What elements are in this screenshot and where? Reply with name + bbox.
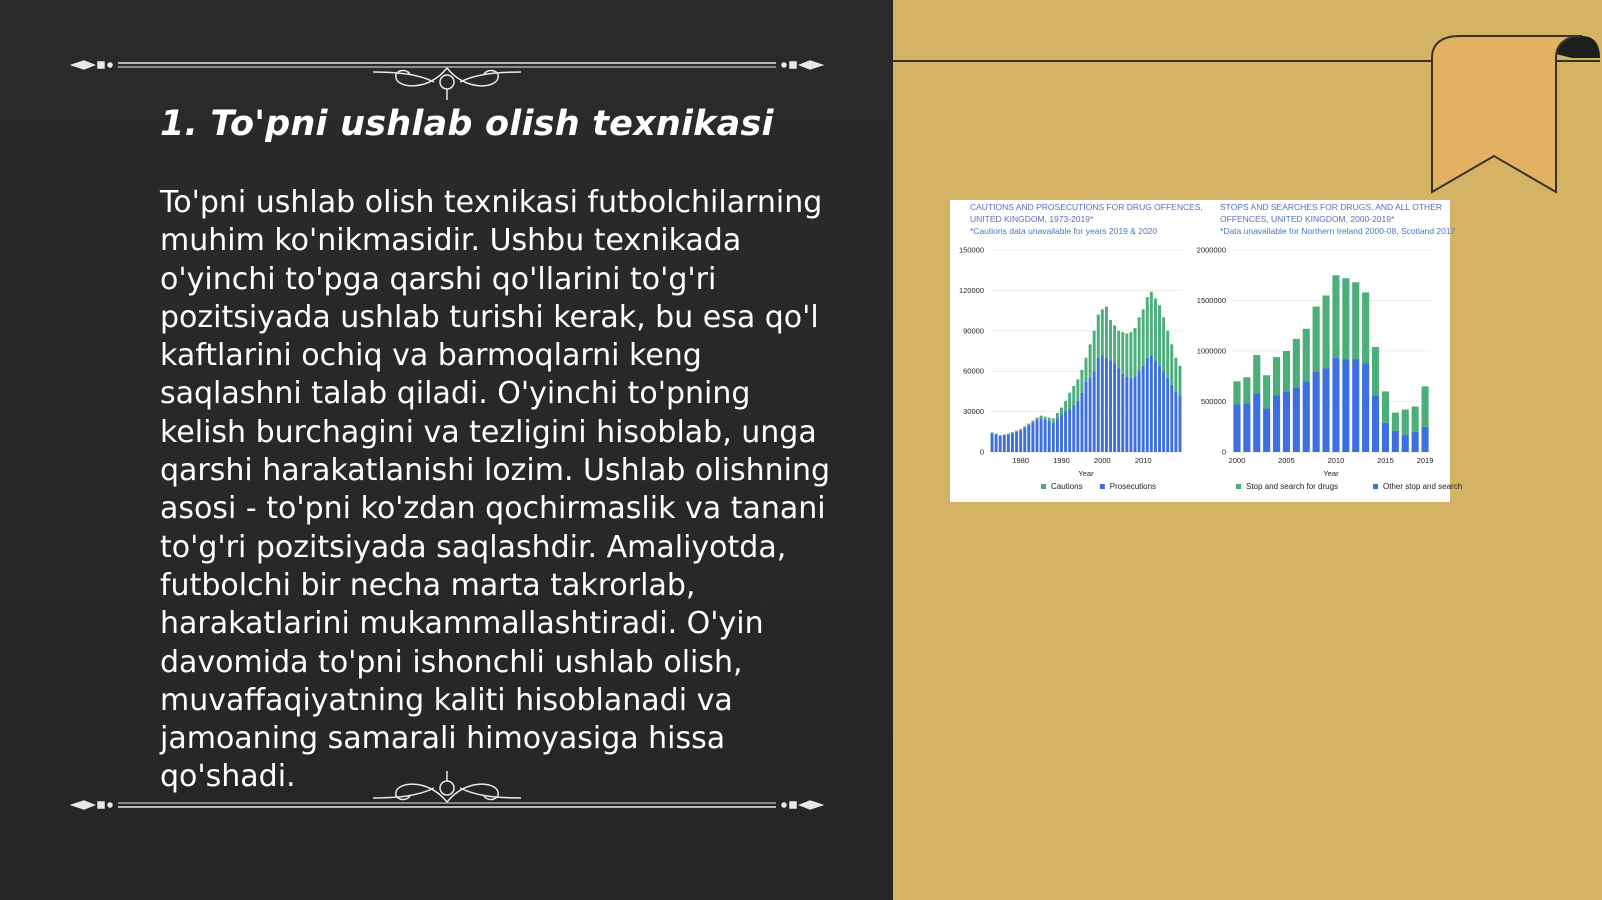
bar-cautions (1036, 418, 1039, 420)
bar-prosecutions (1019, 430, 1022, 452)
bar-prosecutions (1007, 434, 1010, 452)
bar-cautions (1101, 309, 1104, 355)
x-tick-label: 2010 (1327, 456, 1345, 465)
bar-prosecutions (1068, 409, 1071, 452)
bar-cautions (1080, 370, 1083, 393)
bar-cautions (1178, 366, 1181, 396)
bar-other-stop-and-search (1253, 393, 1260, 452)
bar-other-stop-and-search (1233, 405, 1240, 452)
chart-1-subtitle: *Cautions data unavailable for years 2019 & 2020 (970, 226, 1158, 236)
bar-stop-and-search-for-drugs (1392, 413, 1399, 431)
bar-stop-and-search-for-drugs (1421, 386, 1428, 426)
legend-label: Stop and search for drugs (1246, 482, 1339, 491)
bar-prosecutions (1174, 391, 1177, 452)
bar-prosecutions (1044, 420, 1047, 452)
bar-prosecutions (1023, 428, 1026, 452)
bar-cautions (1142, 309, 1145, 366)
bar-cautions (1089, 344, 1092, 378)
bar-stop-and-search-for-drugs (1372, 347, 1379, 395)
bar-other-stop-and-search (1352, 359, 1359, 452)
bar-other-stop-and-search (1362, 363, 1369, 452)
bar-prosecutions (1142, 366, 1145, 452)
bar-cautions (1134, 328, 1137, 376)
bar-cautions (991, 432, 994, 433)
bar-stop-and-search-for-drugs (1313, 307, 1320, 372)
x-tick-label: 1990 (1053, 456, 1070, 465)
bottom-ornament-divider (68, 768, 826, 828)
bar-prosecutions (1003, 435, 1006, 452)
bar-cautions (1015, 431, 1018, 432)
bar-cautions (1052, 418, 1055, 422)
bar-cautions (1170, 344, 1173, 384)
bar-other-stop-and-search (1382, 423, 1389, 452)
bar-prosecutions (995, 434, 998, 452)
bar-cautions (1044, 417, 1047, 420)
bar-prosecutions (1031, 422, 1034, 452)
bar-cautions (1023, 426, 1026, 427)
bar-other-stop-and-search (1402, 435, 1409, 452)
bar-cautions (1003, 434, 1006, 435)
bar-prosecutions (1162, 371, 1165, 452)
bar-cautions (1019, 429, 1022, 430)
bar-prosecutions (1170, 385, 1173, 452)
bar-other-stop-and-search (1412, 432, 1419, 452)
bar-prosecutions (1146, 358, 1149, 452)
bar-stop-and-search-for-drugs (1293, 339, 1300, 387)
bar-cautions (1166, 331, 1169, 378)
bar-cautions (1048, 418, 1051, 421)
bar-prosecutions (1113, 363, 1116, 452)
legend-swatch (1373, 484, 1378, 489)
bar-prosecutions (1158, 366, 1161, 452)
bar-cautions (1068, 393, 1071, 409)
bar-prosecutions (1150, 355, 1153, 452)
bar-prosecutions (1036, 420, 1039, 452)
bar-other-stop-and-search (1332, 358, 1339, 452)
bar-other-stop-and-search (1243, 404, 1250, 452)
x-tick-label: 2015 (1377, 456, 1394, 465)
y-tick-label: 2000000 (1196, 245, 1226, 255)
x-axis-label: Year (1323, 469, 1339, 478)
chart-cautions-prosecutions (959, 202, 1203, 491)
bar-prosecutions (1080, 393, 1083, 452)
chart-1-title: CAUTIONS AND PROSECUTIONS FOR DRUG OFFENCES, UNITED KINGDOM, 1973-2019* (970, 202, 1203, 224)
chart-2-title: STOPS AND SEARCHES FOR DRUGS, AND ALL OTHER OFFENCES, UNITED KINGDOM, 2000-2019* (1220, 202, 1442, 224)
bar-cautions (1109, 320, 1112, 360)
x-axis-label: Year (1078, 469, 1094, 478)
bar-prosecutions (991, 433, 994, 452)
bar-prosecutions (1040, 418, 1043, 452)
bar-prosecutions (1097, 358, 1100, 452)
bar-stop-and-search-for-drugs (1253, 355, 1260, 393)
bar-cautions (1060, 408, 1063, 415)
bar-cautions (1056, 413, 1059, 418)
bookmark-ribbon (1432, 34, 1602, 199)
bar-prosecutions (1072, 405, 1075, 452)
y-tick-label: 150000 (958, 245, 984, 255)
bar-prosecutions (1101, 355, 1104, 452)
bar-prosecutions (1117, 369, 1120, 452)
bar-cautions (1117, 331, 1120, 369)
bar-stop-and-search-for-drugs (1283, 351, 1290, 391)
bar-cautions (1027, 424, 1030, 425)
bar-prosecutions (999, 436, 1002, 452)
x-tick-label: 2019 (1416, 456, 1434, 465)
bar-prosecutions (1056, 418, 1059, 452)
y-tick-label: 500000 (1200, 397, 1226, 406)
top-ornament-divider (68, 44, 826, 104)
bar-cautions (1072, 386, 1075, 405)
legend-swatch (1041, 484, 1046, 489)
bar-cautions (1040, 416, 1043, 419)
bar-cautions (1093, 331, 1096, 371)
bar-cautions (1113, 325, 1116, 363)
y-tick-label: 60000 (963, 366, 984, 376)
bar-stop-and-search-for-drugs (1382, 391, 1389, 422)
bar-stop-and-search-for-drugs (1352, 282, 1359, 359)
chart-2-subtitle: *Data unavailable for Northern Ireland 2000-08, Scotland 2017 (1220, 226, 1456, 236)
bar-cautions (1162, 317, 1165, 371)
y-tick-label: 120000 (958, 285, 984, 295)
x-tick-label: 2005 (1278, 456, 1295, 465)
y-tick-label: 1500000 (1196, 296, 1226, 305)
bar-prosecutions (1178, 395, 1181, 452)
slide-body-text: To'pni ushlab olish texnikasi futbolchilarning muhim ko'nikmasidir. Ushbu texnikada o'yinchi to'pga qarshi qo'llarini to'g'ri pozitsiyada ushlab turishi kerak, bu esa qo'l kaftlarini ochiq va barmoqlarni keng saqlashni talab qiladi. O'yinchi to'pning kelish burchagini va tezligini hisoblab, unga qarshi harakatlanishi lozim. Ushlab olishning asosi - to'pni ko'zdan qochirmaslik va tanani to'g'ri pozitsiyada saqlashdir. Amaliyotda, futbolchi bir necha marta takrorlab, harakatlarini mukammallashtiradi. O'yin davomida to'pni ishonchli ushlab olish, muvaffaqiyatning kaliti hisoblanadi va jamoaning samarali himoyasiga hissa qo'shadi. (160, 185, 831, 795)
bar-other-stop-and-search (1273, 395, 1280, 452)
x-tick-label: 2010 (1134, 456, 1152, 465)
bar-cautions (1146, 297, 1149, 358)
bar-cautions (1064, 401, 1067, 412)
bar-cautions (999, 435, 1002, 436)
bar-stop-and-search-for-drugs (1342, 278, 1349, 359)
bar-prosecutions (1015, 432, 1018, 452)
bar-prosecutions (1134, 377, 1137, 452)
legend-swatch (1236, 484, 1241, 489)
x-tick-label: 2000 (1093, 456, 1111, 465)
bar-other-stop-and-search (1342, 359, 1349, 452)
y-tick-label: 90000 (963, 326, 984, 336)
x-tick-label: 2000 (1228, 456, 1246, 465)
legend-label: Cautions (1051, 482, 1083, 491)
bar-prosecutions (1085, 382, 1088, 452)
bar-prosecutions (1076, 401, 1079, 452)
bar-prosecutions (1093, 371, 1096, 452)
chart-stops-searches (1197, 202, 1462, 491)
bar-stop-and-search-for-drugs (1233, 381, 1240, 404)
bar-prosecutions (1129, 378, 1132, 452)
bar-cautions (1121, 332, 1124, 374)
legend-swatch (1100, 484, 1105, 489)
bar-stop-and-search-for-drugs (1273, 357, 1280, 395)
bar-cautions (1174, 358, 1177, 392)
y-tick-label: 1000000 (1196, 346, 1226, 356)
bar-prosecutions (1154, 360, 1157, 452)
bar-stop-and-search-for-drugs (1402, 410, 1409, 435)
bar-cautions (1011, 432, 1014, 433)
bar-prosecutions (1109, 360, 1112, 452)
bar-cautions (1076, 379, 1079, 401)
legend-label: Other stop and search (1383, 482, 1463, 491)
bar-cautions (1007, 434, 1010, 435)
bar-cautions (1125, 333, 1128, 376)
bar-prosecutions (1138, 371, 1141, 452)
bar-cautions (1105, 307, 1108, 358)
bar-stop-and-search-for-drugs (1243, 377, 1250, 403)
bar-cautions (1154, 298, 1157, 360)
y-tick-label: 0 (979, 447, 984, 457)
bar-cautions (995, 434, 998, 435)
bar-stop-and-search-for-drugs (1303, 329, 1310, 382)
bar-prosecutions (1027, 425, 1030, 452)
x-tick-label: 1980 (1012, 456, 1029, 465)
y-tick-label: 0 (1221, 447, 1226, 457)
bar-stop-and-search-for-drugs (1332, 275, 1339, 358)
y-tick-label: 30000 (963, 407, 984, 417)
bar-prosecutions (1125, 377, 1128, 452)
bar-cautions (1129, 332, 1132, 378)
bar-prosecutions (1052, 422, 1055, 452)
bar-other-stop-and-search (1283, 391, 1290, 452)
bar-other-stop-and-search (1372, 395, 1379, 452)
bar-prosecutions (1105, 358, 1108, 452)
bar-cautions (1150, 292, 1153, 355)
bar-prosecutions (1060, 414, 1063, 452)
bar-prosecutions (1089, 378, 1092, 452)
bar-other-stop-and-search (1263, 409, 1270, 452)
bar-prosecutions (1048, 421, 1051, 452)
bar-cautions (1097, 315, 1100, 358)
bar-cautions (1158, 305, 1161, 366)
bar-stop-and-search-for-drugs (1322, 295, 1329, 368)
bar-stop-and-search-for-drugs (1263, 375, 1270, 408)
charts-image (950, 200, 1463, 502)
bar-prosecutions (1121, 374, 1124, 452)
bar-prosecutions (1166, 378, 1169, 452)
slide-title: 1. To'pni ushlab olish texnikasi (160, 104, 774, 144)
bar-other-stop-and-search (1313, 371, 1320, 452)
bar-prosecutions (1064, 412, 1067, 452)
bar-other-stop-and-search (1421, 427, 1428, 452)
bar-other-stop-and-search (1293, 387, 1300, 452)
legend-label: Prosecutions (1109, 482, 1157, 491)
bar-other-stop-and-search (1303, 381, 1310, 452)
bar-stop-and-search-for-drugs (1362, 292, 1369, 363)
bar-other-stop-and-search (1392, 431, 1399, 452)
bar-cautions (1138, 317, 1141, 371)
bar-cautions (1031, 421, 1034, 423)
bar-cautions (1085, 358, 1088, 382)
bar-other-stop-and-search (1322, 368, 1329, 452)
bar-stop-and-search-for-drugs (1412, 407, 1419, 432)
bar-prosecutions (1011, 433, 1014, 452)
